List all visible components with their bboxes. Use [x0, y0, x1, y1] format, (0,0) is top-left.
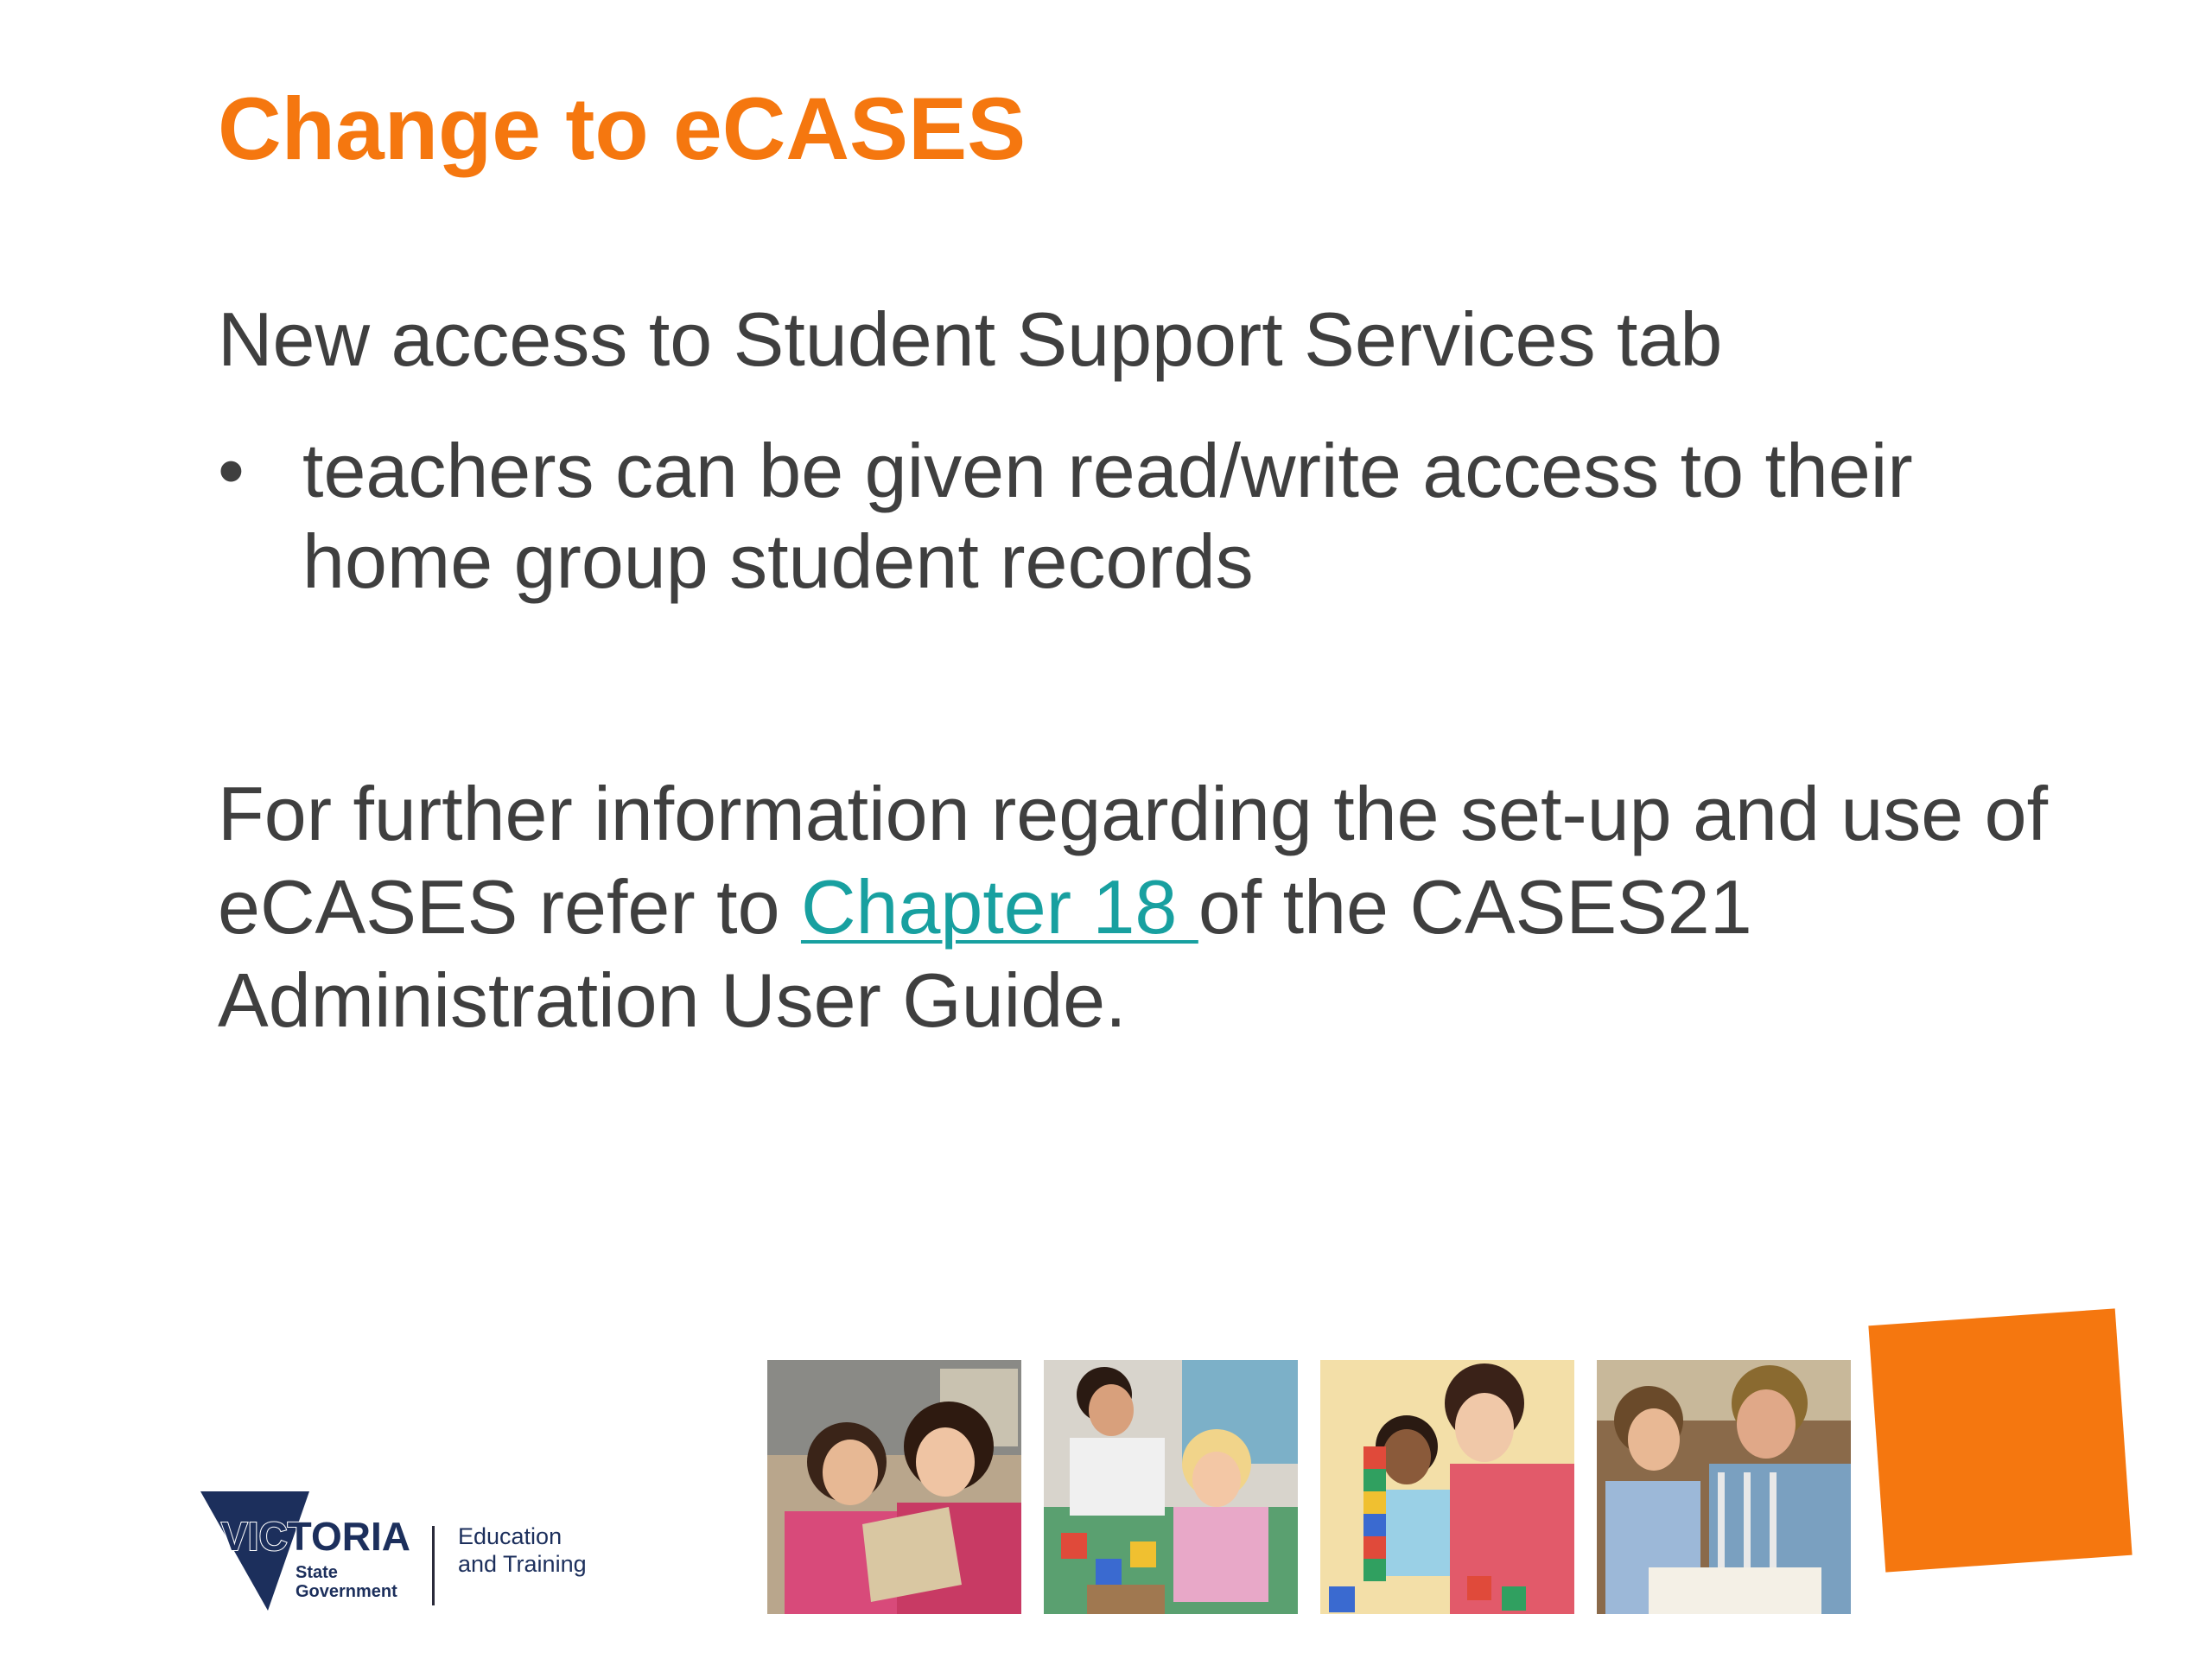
logo-department [458, 1522, 587, 1578]
man-and-girl-playing-blocks-photo [1044, 1360, 1298, 1614]
chapter-18-link[interactable]: Chapter 18 [800, 864, 1198, 950]
logo-dept-line2: and Training [458, 1551, 587, 1577]
logo-state: State [296, 1563, 338, 1582]
info-paragraph [218, 767, 2101, 1047]
bullet-icon: • [218, 428, 245, 513]
orange-accent-square [1868, 1308, 2132, 1572]
logo-dept-line1: Education [458, 1523, 563, 1549]
logo-divider [432, 1526, 435, 1605]
bullet-item [218, 425, 2075, 607]
section-subheading: New access to Student Support Services tab [218, 296, 1723, 382]
logo-government: Government [296, 1582, 397, 1601]
info-text-after-link: of the CASES21 Administration User Guide. [218, 864, 1752, 1043]
bullet-text: teachers can be given read/write access to their home group student records [302, 428, 1913, 604]
boy-and-teacher-at-desk-photo [1597, 1360, 1851, 1614]
logo-wordmark: VICTORIA [221, 1514, 410, 1559]
child-building-block-tower-photo [1320, 1360, 1574, 1614]
girl-with-tablet-and-teacher-photo [767, 1360, 1021, 1614]
slide-title: Change to eCASES [218, 79, 1027, 178]
info-text-before-link: For further information regarding the set-up and use of eCASES refer to [218, 771, 2049, 950]
